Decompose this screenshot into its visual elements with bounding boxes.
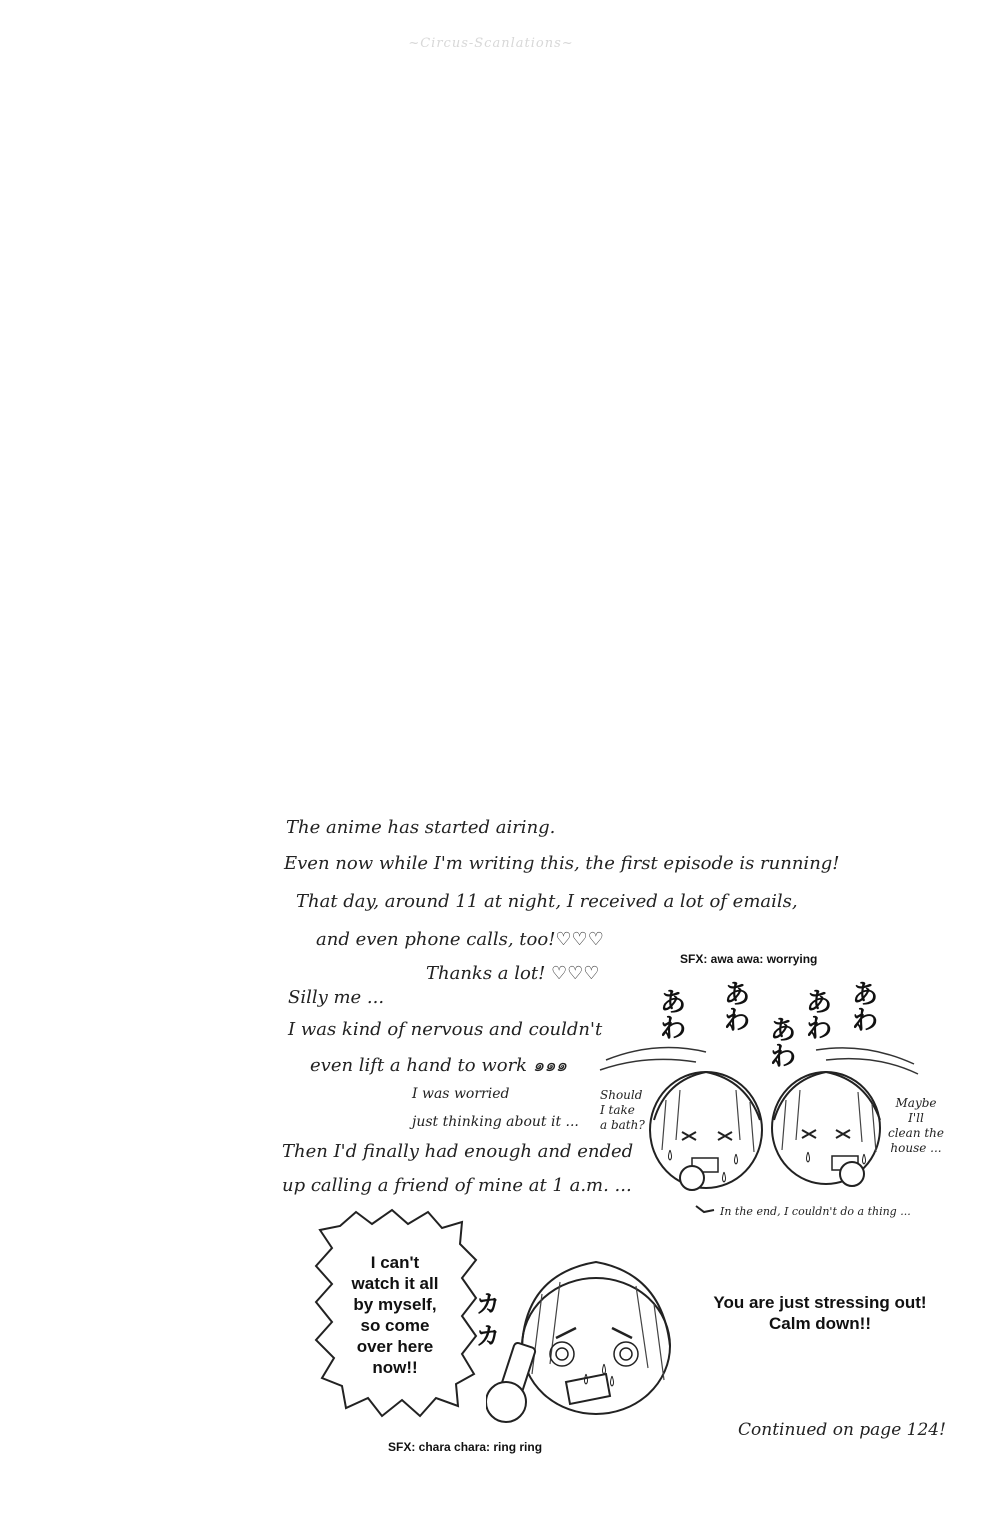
phone-chibi-illustration xyxy=(486,1254,686,1430)
awa-glyph-wa: わ xyxy=(660,1014,687,1044)
awa-glyph-wa: わ xyxy=(806,1014,833,1044)
note-line-12: up calling a friend of mine at 1 a.m. ... xyxy=(282,1175,632,1196)
left-thought-line: Should xyxy=(600,1088,643,1102)
note-line-11: Then I'd finally had enough and ended xyxy=(282,1141,634,1162)
awa-glyph-wa: わ xyxy=(852,1006,879,1036)
note-line-8: even lift a hand to work ๑๑๑ xyxy=(310,1055,568,1076)
right-thought-line: clean the xyxy=(888,1126,945,1140)
watermark: ~Circus-Scanlations~ xyxy=(408,36,574,51)
note-line-9: I was worried xyxy=(412,1086,510,1102)
speech-line: by myself, xyxy=(353,1295,437,1314)
awa-glyph-wa: わ xyxy=(770,1042,797,1072)
note-line-10: just thinking about it ... xyxy=(412,1114,579,1130)
note-line-3: That day, around 11 at night, I received a lot of emails, xyxy=(296,891,798,912)
right-thought-line: I'll xyxy=(908,1111,924,1125)
speech-line: watch it all xyxy=(351,1274,439,1293)
speech-line: I can't xyxy=(370,1253,420,1272)
left-thought xyxy=(600,1088,645,1133)
reply-line: Calm down!! xyxy=(769,1314,871,1333)
note-line-1: The anime has started airing. xyxy=(286,817,556,838)
sfx-worrying: SFX: awa awa: worrying xyxy=(680,952,818,966)
awa-glyph-a: あ xyxy=(660,988,687,1018)
awa-glyph-a: あ xyxy=(806,988,833,1018)
speech-line: over here xyxy=(356,1337,434,1356)
speech-line: so come xyxy=(360,1316,430,1335)
right-thought-line: house ... xyxy=(890,1141,942,1155)
note-line-7: I was kind of nervous and couldn't xyxy=(288,1019,603,1040)
speech-line: now!! xyxy=(372,1358,418,1377)
awa-glyph-a: あ xyxy=(852,980,879,1010)
note-line-2: Even now while I'm writing this, the first episode is running! xyxy=(284,853,840,874)
awa-glyph-a: あ xyxy=(724,980,751,1010)
reply-line: You are just stressing out! xyxy=(713,1293,927,1312)
speech-bubble-text xyxy=(322,1252,468,1378)
left-thought-line: I take xyxy=(600,1103,635,1117)
reply-text xyxy=(690,1292,950,1334)
note-line-5: Thanks a lot! ♡♡♡ xyxy=(426,963,600,984)
worrying-chibi-illustration xyxy=(596,1040,926,1220)
continued-note: Continued on page 124! xyxy=(738,1420,946,1440)
left-thought-line: a bath? xyxy=(600,1118,645,1132)
awa-glyph-wa: わ xyxy=(724,1006,751,1036)
ring-glyph: カ xyxy=(476,1290,500,1318)
right-thought xyxy=(888,1096,944,1156)
note-line-4: and even phone calls, too!♡♡♡ xyxy=(316,929,604,950)
ring-glyph: カ xyxy=(476,1322,500,1350)
end-note: In the end, I couldn't do a thing ... xyxy=(720,1205,911,1218)
sfx-ring: SFX: chara chara: ring ring xyxy=(388,1440,543,1454)
right-thought-line: Maybe xyxy=(895,1096,937,1110)
awa-glyph-a: あ xyxy=(770,1016,797,1046)
note-line-6: Silly me ... xyxy=(288,987,385,1008)
